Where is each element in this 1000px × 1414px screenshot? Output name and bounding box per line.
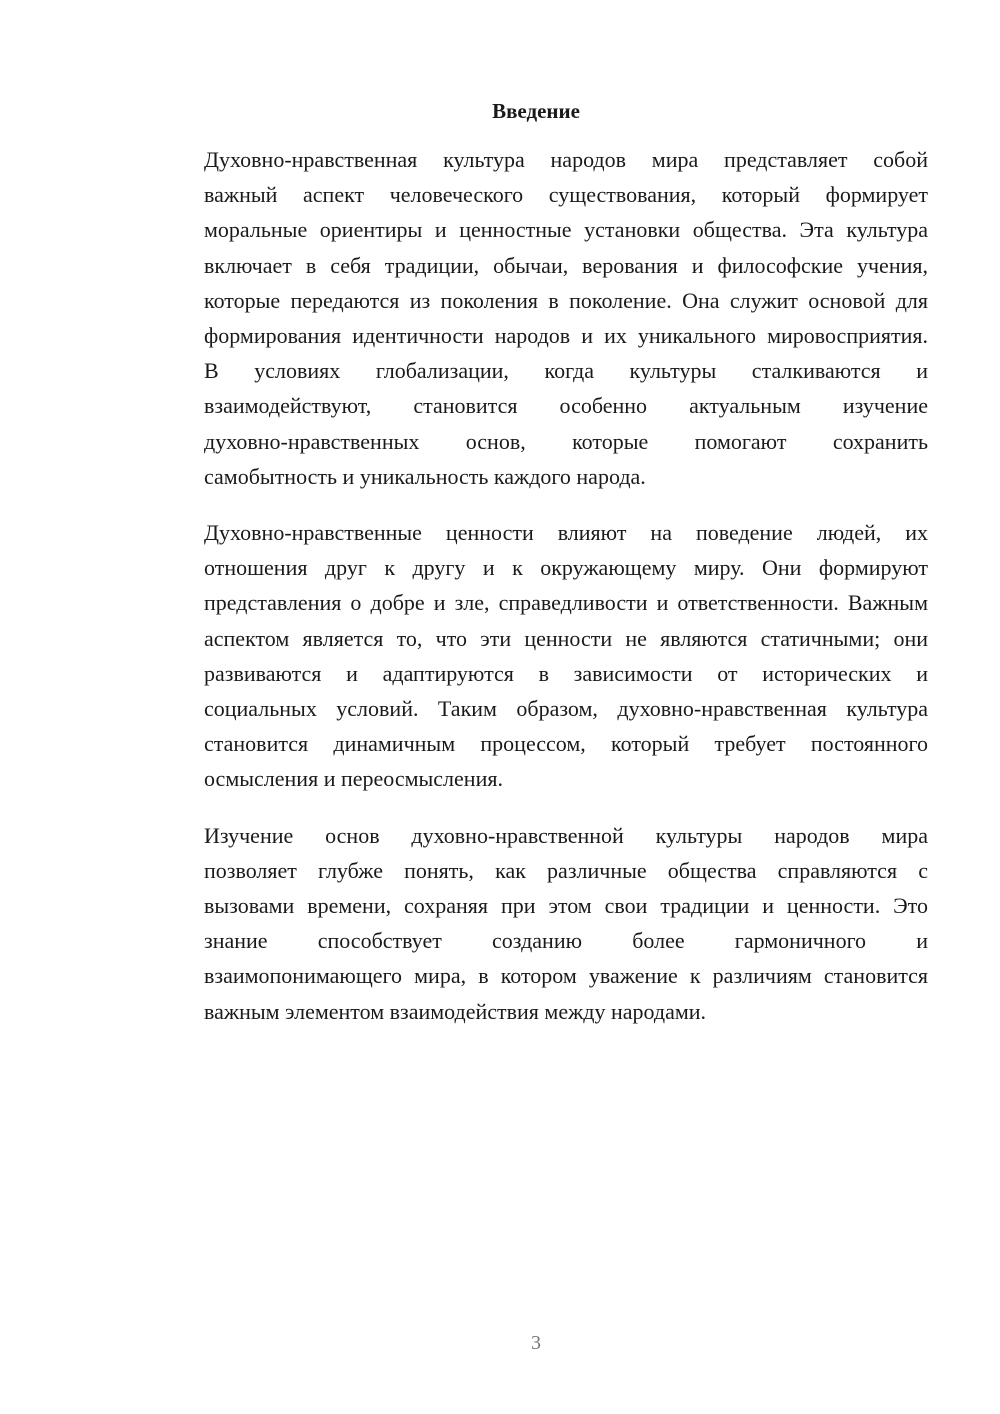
paragraph-2 xyxy=(144,515,928,797)
paragraph-line: важный аспект человеческого существования, который формирует xyxy=(204,182,928,208)
paragraph-line: становится динамичным процессом, который требует постоянного xyxy=(204,731,928,757)
paragraph-line: которые передаются из поколения в поколение. Она служит основой для xyxy=(204,287,928,313)
paragraph-line: знание способствует созданию более гармоничного и xyxy=(204,928,928,954)
paragraph-line: аспектом является то, что эти ценности не являются статичными; они xyxy=(204,625,928,651)
paragraph-line: развиваются и адаптируются в зависимости от исторических и xyxy=(204,660,928,686)
paragraph-line: важным элементом взаимодействия между народами. xyxy=(204,998,707,1024)
paragraph-line: Изучение основ духовно-нравственной культуры народов мира xyxy=(204,822,928,848)
paragraph-1 xyxy=(144,142,928,494)
paragraph-3 xyxy=(144,818,928,1029)
paragraph-line: отношения друг к другу и к окружающему миру. Они формируют xyxy=(204,555,928,581)
paragraph-line: В условиях глобализации, когда культуры сталкиваются и xyxy=(204,358,928,384)
paragraph-line: моральные ориентиры и ценностные установки общества. Эта культура xyxy=(204,217,928,243)
paragraph-line: осмысления и переосмысления. xyxy=(204,766,503,792)
paragraph-line: включает в себя традиции, обычаи, верования и философские учения, xyxy=(204,252,928,278)
paragraph-line: вызовами времени, сохраняя при этом свои традиции и ценности. Это xyxy=(204,893,928,919)
paragraph-line: Духовно-нравственная культура народов мира представляет собой xyxy=(204,147,928,172)
paragraph-line: позволяет глубже понять, как различные общества справляются с xyxy=(204,857,928,883)
paragraph-line: взаимодействуют, становится особенно актуальным изучение xyxy=(204,393,928,419)
paragraph-line: представления о добре и зле, справедливости и ответственности. Важным xyxy=(204,590,928,616)
paragraph-line: формирования идентичности народов и их уникального мировосприятия. xyxy=(204,323,928,349)
paragraph-line: духовно-нравственных основ, которые помогают сохранить xyxy=(204,428,928,454)
paragraph-line: социальных условий. Таким образом, духовно-нравственная культура xyxy=(204,696,928,722)
page-number: 3 xyxy=(531,1332,541,1354)
body-text xyxy=(144,142,928,1050)
paragraph-line: самобытность и уникальность каждого народа. xyxy=(204,463,646,489)
page-title: Введение xyxy=(492,99,580,123)
paragraph-line: Духовно-нравственные ценности влияют на поведение людей, их xyxy=(204,520,928,546)
paragraph-line: взаимопонимающего мира, в котором уважение к различиям становится xyxy=(204,963,928,989)
